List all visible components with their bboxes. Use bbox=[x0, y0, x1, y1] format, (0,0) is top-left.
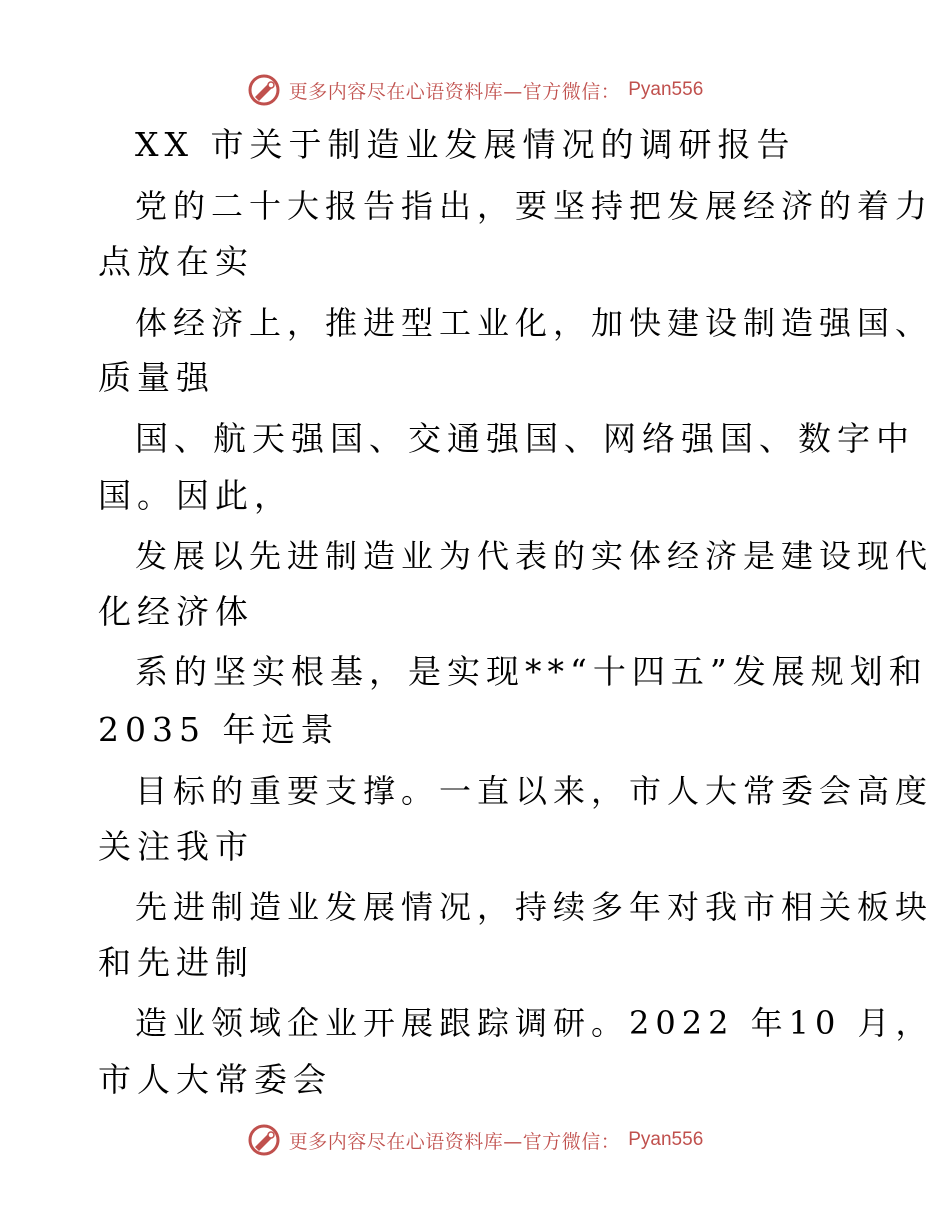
paragraph-line: 和先进制 bbox=[98, 943, 254, 982]
paragraph-line: 国、航天强国、交通强国、网络强国、数字中 bbox=[135, 419, 915, 458]
header-watermark bbox=[0, 70, 950, 110]
paragraph-line: 国。因此， bbox=[98, 476, 293, 515]
paragraph-line: 系的坚实根基，是实现**“十四五”发展规划和 bbox=[135, 652, 928, 691]
paragraph-line: 发展以先进制造业为代表的实体经济是建设现代 bbox=[135, 537, 934, 575]
pen-logo-icon bbox=[247, 1123, 281, 1157]
watermark-text: 更多内容尽在心语资料库—官方微信： bbox=[288, 1130, 621, 1153]
pen-logo-icon bbox=[247, 73, 281, 107]
paragraph-line: 市人大常委会 bbox=[98, 1060, 332, 1099]
watermark-brand: Pyan556 bbox=[628, 1129, 704, 1150]
watermark-text: 更多内容尽在心语资料库—官方微信： bbox=[288, 80, 621, 103]
paragraph-line: 点放在实 bbox=[98, 242, 254, 281]
paragraph-line: 体经济上，推进型工业化，加快建设制造强国、 bbox=[135, 304, 934, 342]
paragraph-line: 先进制造业发展情况，持续多年对我市相关板块 bbox=[135, 888, 934, 926]
paragraph-line: 造业领域企业开展跟踪调研。2022 年10 月， bbox=[135, 1004, 934, 1042]
watermark-brand: Pyan556 bbox=[628, 79, 704, 100]
paragraph-line: 目标的重要支撑。一直以来，市人大常委会高度 bbox=[135, 772, 934, 810]
footer-watermark bbox=[0, 1120, 950, 1160]
paragraph-line: 党的二十大报告指出，要坚持把发展经济的着力 bbox=[135, 187, 934, 225]
paragraph-line: 化经济体 bbox=[98, 592, 254, 631]
paragraph-line: 质量强 bbox=[98, 358, 215, 397]
paragraph-line: 2035 年远景 bbox=[98, 710, 340, 749]
document-title: XX 市关于制造业发展情况的调研报告 bbox=[135, 125, 796, 164]
paragraph-line: 关注我市 bbox=[98, 827, 254, 866]
